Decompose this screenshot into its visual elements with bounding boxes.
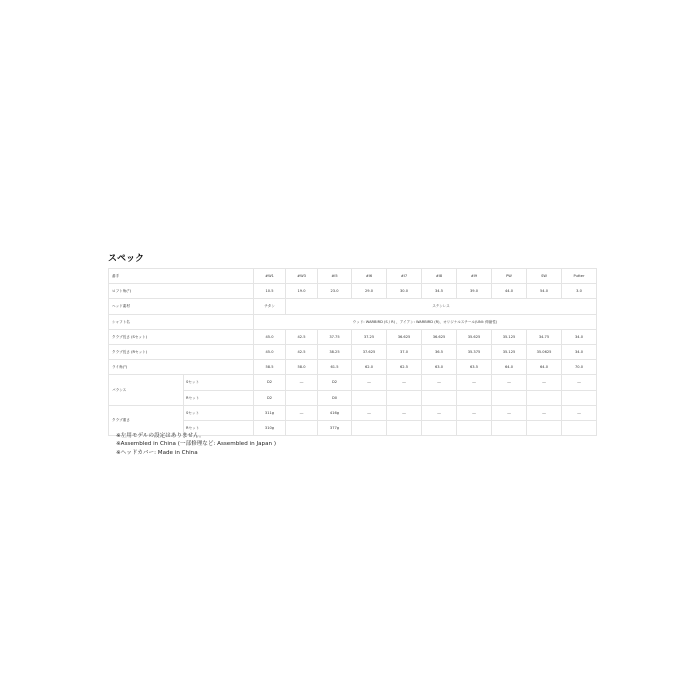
table-cell: 377g xyxy=(318,420,352,435)
table-cell: 37.75 xyxy=(318,329,352,344)
table-cell: 58.0 xyxy=(286,360,318,375)
table-cell xyxy=(492,390,527,405)
table-cell: 34.75 xyxy=(527,329,562,344)
row-label-length-s: クラブ長さ (Sセット) xyxy=(109,329,254,344)
table-cell: 38.25 xyxy=(318,344,352,359)
table-cell: チタン xyxy=(254,299,286,314)
table-cell: 36.5 xyxy=(422,344,457,359)
table-cell: 10.5 xyxy=(254,284,286,299)
head-material-row xyxy=(109,299,597,314)
balance-s-row xyxy=(109,375,597,390)
row-sublabel: Sセット xyxy=(184,405,254,420)
table-cell: ― xyxy=(352,405,387,420)
table-cell: 30.0 xyxy=(387,284,422,299)
table-cell: 3.0 xyxy=(562,284,597,299)
row-sublabel: Rセット xyxy=(184,390,254,405)
table-cell: 35.0625 xyxy=(527,344,562,359)
notes xyxy=(116,432,276,457)
table-cell: 70.0 xyxy=(562,360,597,375)
table-cell xyxy=(387,420,422,435)
table-cell: ― xyxy=(387,375,422,390)
row-label-head-material: ヘッド素材 xyxy=(109,299,254,314)
table-cell: 37.25 xyxy=(352,329,387,344)
row-label-balance: バランス xyxy=(109,375,184,405)
table-cell xyxy=(286,390,318,405)
table-cell xyxy=(387,390,422,405)
table-cell: 45.0 xyxy=(254,329,286,344)
table-cell: 64.0 xyxy=(527,360,562,375)
table-cell xyxy=(352,390,387,405)
table-cell: ― xyxy=(457,405,492,420)
table-cell: 34.5 xyxy=(422,284,457,299)
table-cell xyxy=(422,420,457,435)
table-cell: ― xyxy=(422,405,457,420)
section-title: スペック xyxy=(108,254,145,264)
table-cell: ― xyxy=(527,375,562,390)
table-cell: ― xyxy=(492,375,527,390)
row-label-shaft: シャフト名 xyxy=(109,314,254,329)
spec-table xyxy=(108,268,597,436)
table-cell xyxy=(457,390,492,405)
table-cell: 416g xyxy=(318,405,352,420)
table-cell xyxy=(422,390,457,405)
header-row xyxy=(109,269,597,284)
col-header: #I6 xyxy=(352,269,387,284)
table-cell: D2 xyxy=(254,390,286,405)
col-header: #I5 xyxy=(318,269,352,284)
table-cell: 36.625 xyxy=(422,329,457,344)
table-cell: 42.5 xyxy=(286,329,318,344)
note-line: ※左用モデルの設定はありません。 xyxy=(116,433,205,439)
table-cell: 45.0 xyxy=(254,344,286,359)
table-cell xyxy=(527,420,562,435)
table-cell xyxy=(562,420,597,435)
table-cell: 63.0 xyxy=(422,360,457,375)
table-cell: D2 xyxy=(254,375,286,390)
table-cell: ― xyxy=(387,405,422,420)
row-label-club-number: 番手 xyxy=(109,269,254,284)
table-cell xyxy=(352,420,387,435)
table-cell: 310g xyxy=(254,420,286,435)
table-cell: ― xyxy=(286,405,318,420)
col-header: Putter xyxy=(562,269,597,284)
length-r-row xyxy=(109,344,597,359)
table-cell: 29.0 xyxy=(352,284,387,299)
table-cell: ― xyxy=(286,375,318,390)
table-cell: 311g xyxy=(254,405,286,420)
length-s-row xyxy=(109,329,597,344)
table-cell: ― xyxy=(562,405,597,420)
col-header: #I8 xyxy=(422,269,457,284)
table-cell: 35.375 xyxy=(457,344,492,359)
table-cell: 62.5 xyxy=(387,360,422,375)
table-cell: 37.0 xyxy=(387,344,422,359)
lie-row xyxy=(109,360,597,375)
row-label-lie: ライ角(°) xyxy=(109,360,254,375)
table-cell: 63.5 xyxy=(457,360,492,375)
col-header: PW xyxy=(492,269,527,284)
table-cell: 37.625 xyxy=(352,344,387,359)
table-cell: 42.5 xyxy=(286,344,318,359)
loft-row xyxy=(109,284,597,299)
table-cell: 35.625 xyxy=(457,329,492,344)
table-cell: 36.625 xyxy=(387,329,422,344)
table-cell: ― xyxy=(352,375,387,390)
row-label-loft: ロフト角(°) xyxy=(109,284,254,299)
table-cell xyxy=(492,420,527,435)
note-line: ※Assembled in China (一部修理など: Assembled in Japan ) xyxy=(116,441,277,448)
table-cell xyxy=(562,390,597,405)
note-line: ※ヘッドカバー: Made in China xyxy=(116,449,198,456)
table-cell: 44.0 xyxy=(492,284,527,299)
row-label-weight: クラブ重さ xyxy=(109,405,184,435)
table-cell: ウッド: WARBIRD (S / R) ，アイアン: WARBIRD (R)，オリジナルスチール(UNI: 伸縮性) xyxy=(254,314,597,329)
table-cell: 62.0 xyxy=(352,360,387,375)
shaft-row xyxy=(109,314,597,329)
table-cell: 54.0 xyxy=(527,284,562,299)
table-cell xyxy=(527,390,562,405)
col-header: #I9 xyxy=(457,269,492,284)
table-cell xyxy=(286,420,318,435)
table-cell: 34.0 xyxy=(562,344,597,359)
table-cell: 35.125 xyxy=(492,329,527,344)
table-cell: ― xyxy=(562,375,597,390)
table-cell: ― xyxy=(457,375,492,390)
col-header: #I7 xyxy=(387,269,422,284)
row-sublabel: Sセット xyxy=(184,375,254,390)
row-label-length-r: クラブ長さ (Rセット) xyxy=(109,344,254,359)
table-cell: ― xyxy=(492,405,527,420)
table-cell: 39.0 xyxy=(457,284,492,299)
col-header: #W3 xyxy=(286,269,318,284)
table-cell: 61.5 xyxy=(318,360,352,375)
table-cell: 64.0 xyxy=(492,360,527,375)
table-cell: 19.0 xyxy=(286,284,318,299)
weight-s-row xyxy=(109,405,597,420)
col-header: SW xyxy=(527,269,562,284)
row-sublabel: Rセット xyxy=(184,420,254,435)
table-cell: ― xyxy=(527,405,562,420)
table-cell: 58.5 xyxy=(254,360,286,375)
table-cell: 23.0 xyxy=(318,284,352,299)
table-cell: 35.125 xyxy=(492,344,527,359)
table-cell: ― xyxy=(422,375,457,390)
table-cell: ステンレス xyxy=(286,299,597,314)
table-cell xyxy=(457,420,492,435)
table-cell: D2 xyxy=(318,375,352,390)
table-cell: 34.0 xyxy=(562,329,597,344)
table-cell: D0 xyxy=(318,390,352,405)
col-header: #W1 xyxy=(254,269,286,284)
